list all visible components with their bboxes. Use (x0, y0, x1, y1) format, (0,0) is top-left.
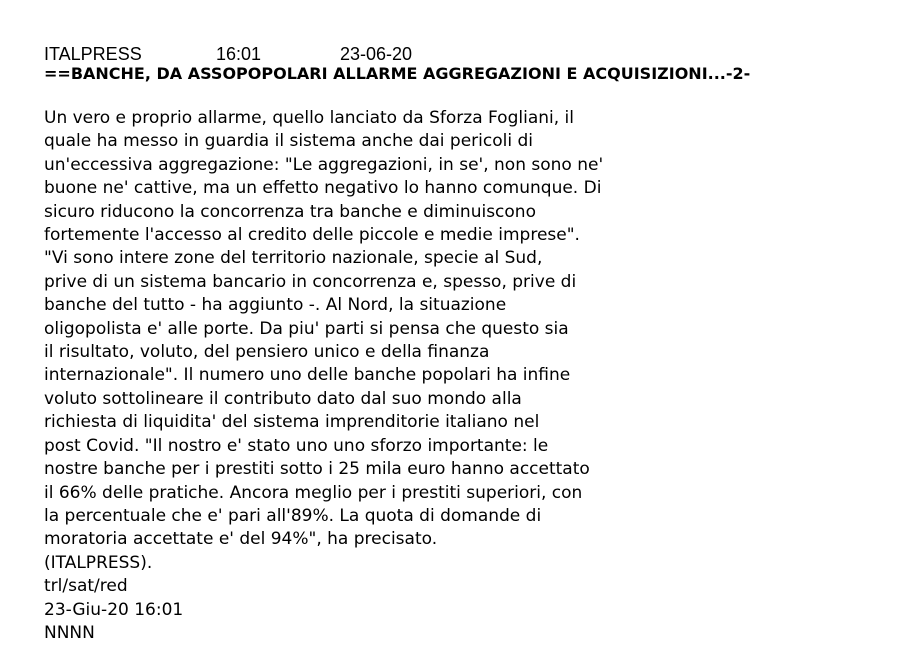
text-line: prive di un sistema bancario in concorrenza e, spesso, prive di (44, 271, 577, 292)
text-line: fortemente l'accesso al credito delle piccole e medie imprese". (44, 225, 580, 246)
article-title: ==BANCHE, DA ASSOPOPOLARI ALLARME AGGREGAZIONI E ACQUISIZIONI...-2- (44, 64, 751, 83)
text-line: oligopolista e' alle porte. Da piu' parti si pensa che questo sia (44, 318, 569, 339)
text-line: quale ha messo in guardia il sistema anche dai pericoli di (44, 131, 533, 152)
text-line: "Vi sono intere zone del territorio nazionale, specie al Sud, (44, 248, 543, 269)
text-line: internazionale". Il numero uno delle banche popolari ha infine (44, 365, 571, 386)
text-line: (ITALPRESS). (44, 552, 153, 573)
dispatch-date: 23-06-20 (340, 44, 413, 64)
text-line: post Covid. "Il nostro e' stato uno uno sforzo importante: le (44, 435, 549, 456)
text-line: il risultato, voluto, del pensiero unico e della finanza (44, 342, 490, 363)
text-line: richiesta di liquidita' del sistema imprenditorie italiano nel (44, 412, 540, 433)
text-line: 23-Giu-20 16:01 (44, 599, 184, 620)
text-line: banche del tutto - ha aggiunto -. Al Nord, la situazione (44, 295, 507, 316)
article-body (44, 107, 603, 645)
text-line: la percentuale che e' pari all'89%. La quota di domande di (44, 505, 542, 526)
text-line: Un vero e proprio allarme, quello lanciato da Sforza Fogliani, il (44, 108, 574, 128)
text-line: sicuro riducono la concorrenza tra banche e diminuiscono (44, 201, 536, 222)
text-line: buone ne' cattive, ma un effetto negativo lo hanno comunque. Di (44, 178, 602, 199)
text-line: nostre banche per i prestiti sotto i 25 mila euro hanno accettato (44, 459, 590, 480)
text-line: trl/sat/red (44, 576, 128, 597)
dispatch-header (44, 44, 644, 66)
dispatch-time: 16:01 (216, 44, 262, 64)
text-line: il 66% delle pratiche. Ancora meglio per i prestiti superiori, con (44, 482, 583, 503)
text-line: un'eccessiva aggregazione: "Le aggregazioni, in se', non sono ne' (44, 154, 604, 175)
text-line: moratoria accettate e' del 94%", ha precisato. (44, 529, 438, 550)
agency-name: ITALPRESS (44, 44, 142, 64)
text-line: NNNN (44, 622, 95, 643)
text-line: voluto sottolineare il contributo dato dal suo mondo alla (44, 388, 522, 409)
